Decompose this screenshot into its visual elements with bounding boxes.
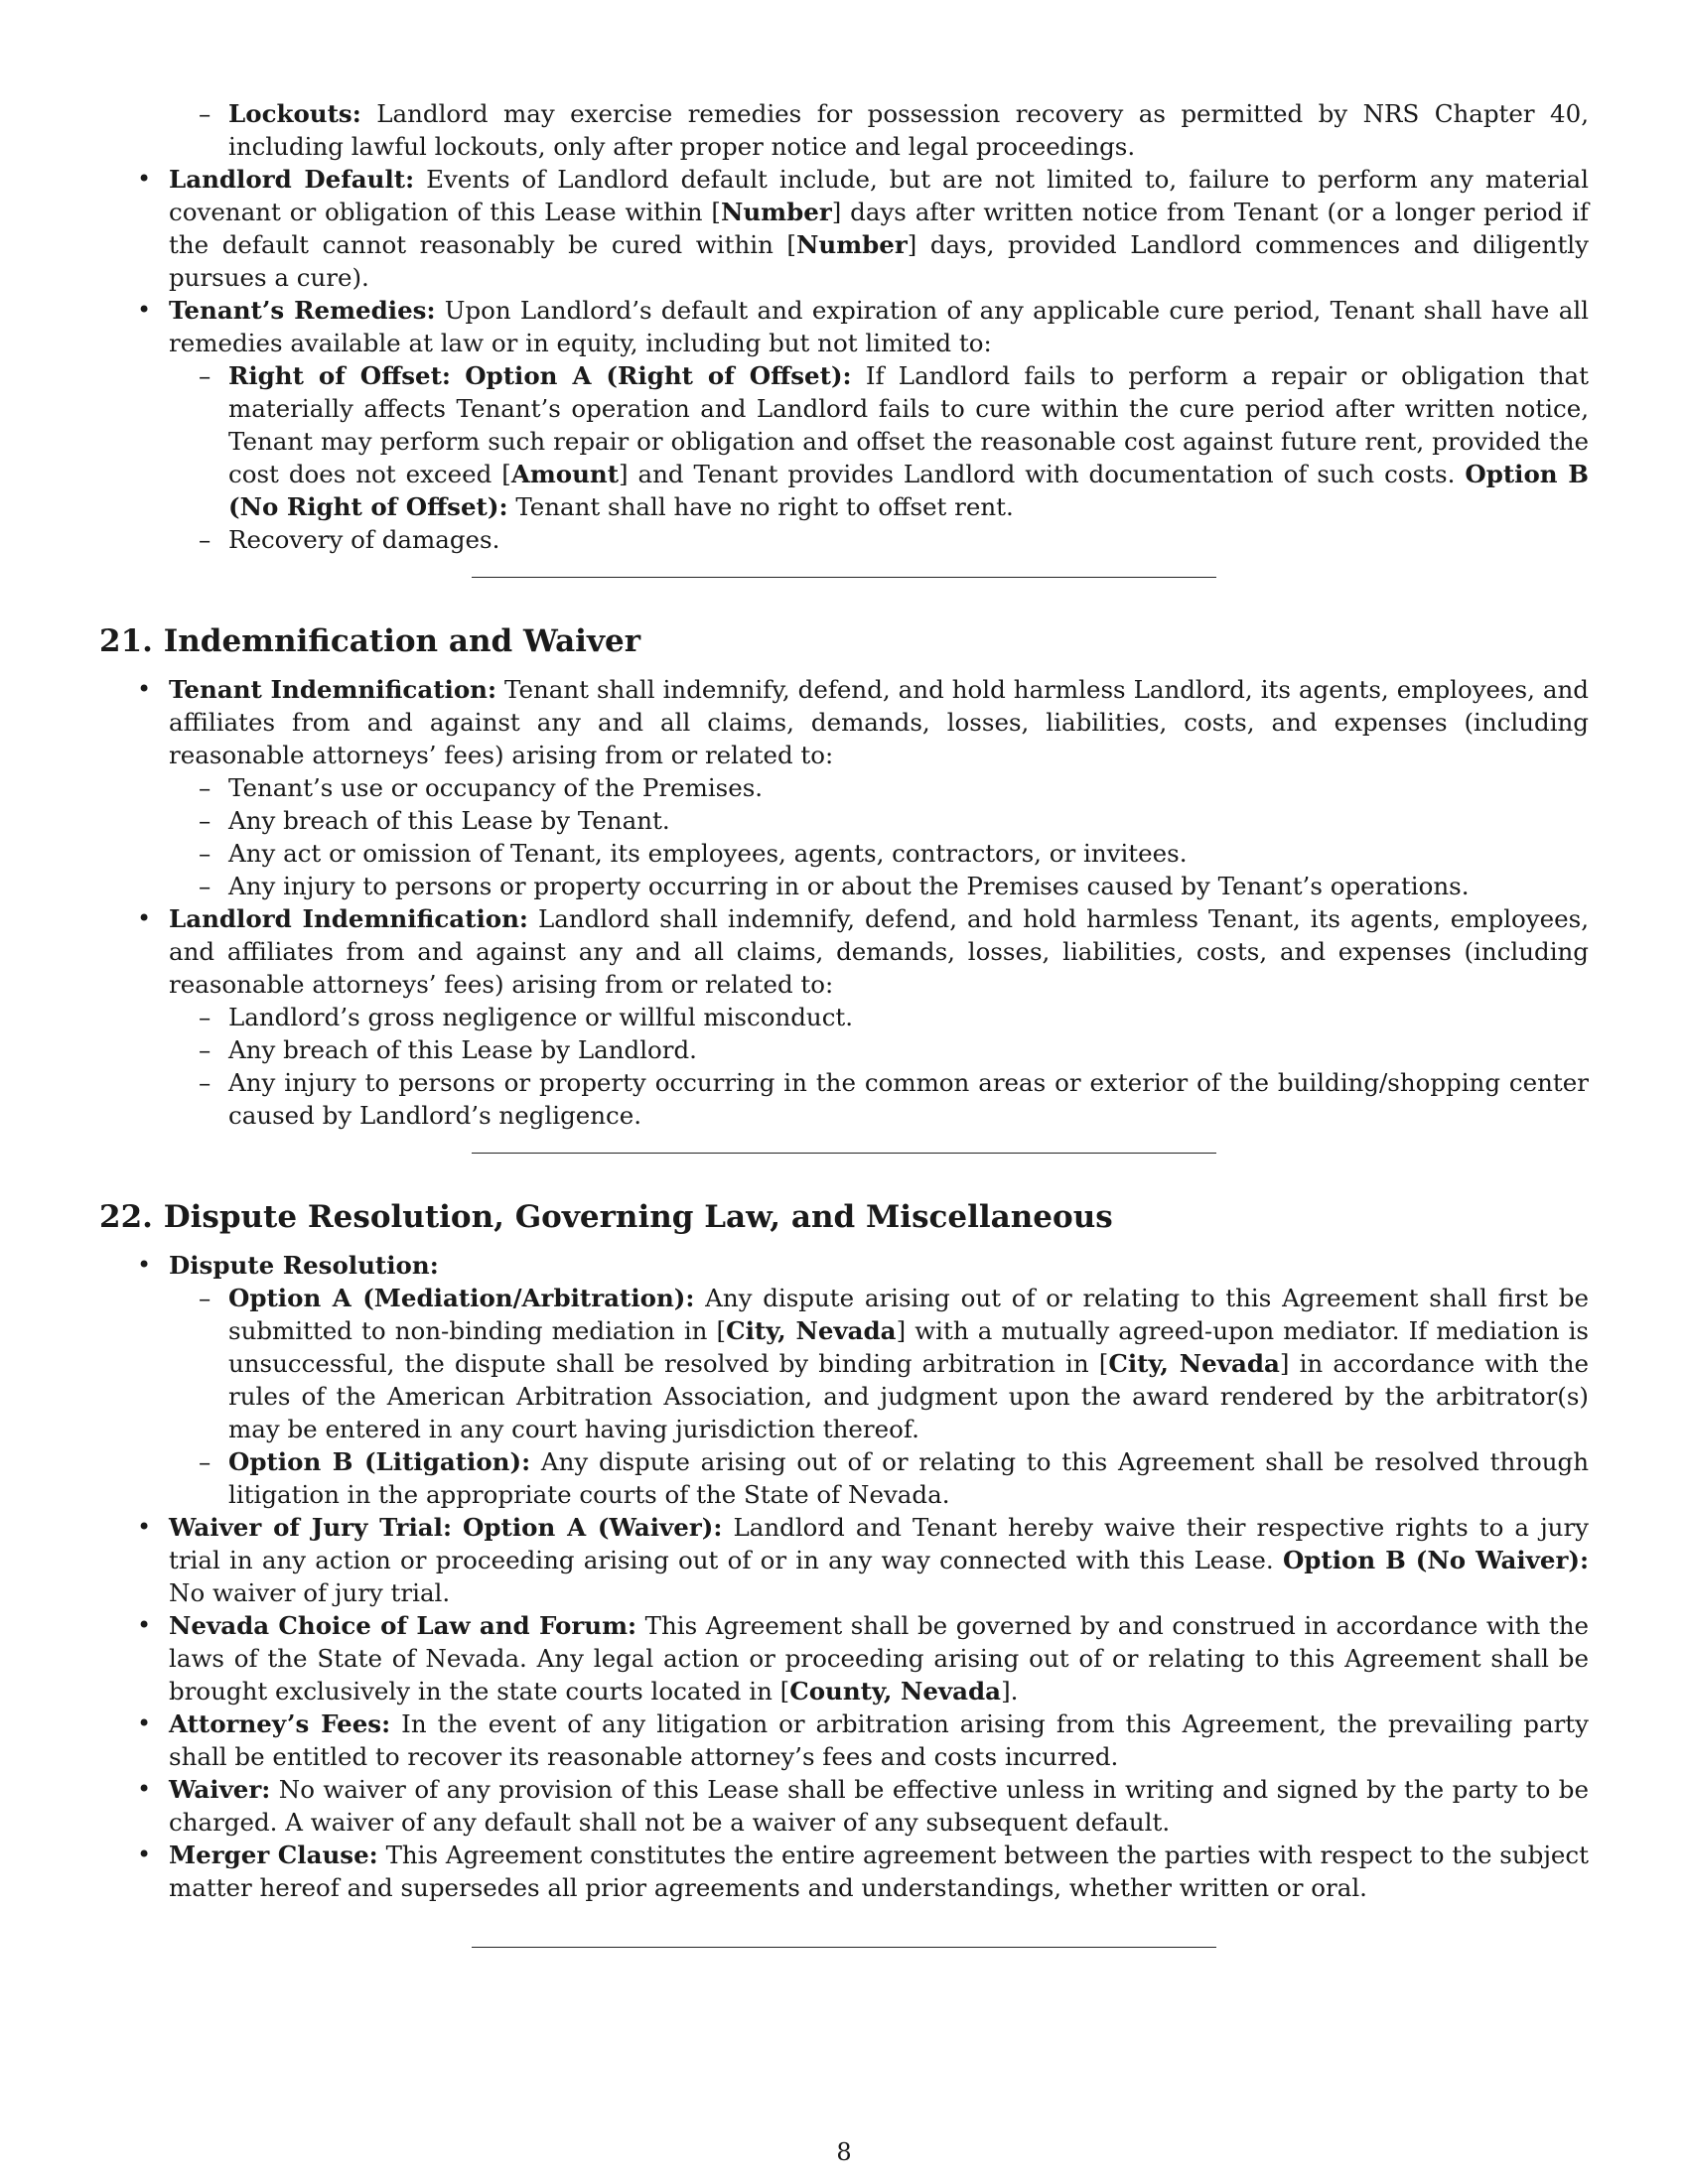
tenant-remedies-label: Tenant’s Remedies: xyxy=(169,296,436,325)
dispute-option-a-text-2: ] with a mutually agreed-upon mediator. If mediation is unsuccessful, the dispute shall be resolved by binding arbitration in [ xyxy=(228,1316,1589,1378)
offset-option-b-label: Option B (No Right of Offset): xyxy=(228,460,1589,521)
choice-of-law-text-2: ]. xyxy=(1001,1677,1019,1706)
merger-clause-item xyxy=(99,1839,1589,1904)
choice-of-law-label: Nevada Choice of Law and Forum: xyxy=(169,1611,637,1640)
lockouts-label: Lockouts: xyxy=(228,99,361,128)
tenant-indemnification-label: Tenant Indemnification: xyxy=(169,675,497,704)
jury-text-1: Landlord and Tenant hereby waive their respective rights to a jury trial in any action or proceeding arising out of or in any way connected with this Lease. xyxy=(169,1513,1589,1574)
section-divider xyxy=(472,577,1216,578)
section-divider xyxy=(472,1947,1216,1948)
dispute-option-b-text: Any dispute arising out of or relating to this Agreement shall be resolved through litigation in the appropriate courts of the State of Nevada. xyxy=(228,1447,1589,1509)
offset-text-3: Tenant shall have no right to offset rent. xyxy=(515,492,1014,521)
dispute-option-a-text-1: Any dispute arising out of or relating to this Agreement shall first be submitted to non-binding mediation in [ xyxy=(228,1284,1589,1345)
jury-option-a-label: Option A (Waiver): xyxy=(463,1513,723,1542)
placeholder-city-1: City, Nevada xyxy=(726,1316,897,1345)
jury-waiver-item xyxy=(99,1511,1589,1609)
section-divider xyxy=(472,1153,1216,1154)
list-item: – Tenant’s use or occupancy of the Premises. xyxy=(99,771,1589,804)
jury-option-b-label: Option B (No Waiver): xyxy=(1282,1546,1590,1574)
landlord-default-item xyxy=(99,163,1589,294)
choice-of-law-text-1: This Agreement shall be governed by and construed in accordance with the laws of the State of Nevada. Any legal action or proceeding arising out of or relating to this Agreement shall be brought exclusively in the state courts located in [ xyxy=(169,1611,1590,1706)
section-21-title: 21. Indemnification and Waiver xyxy=(99,623,641,659)
landlord-indemnification-text: Landlord shall indemnify, defend, and hold harmless Tenant, its agents, employees, and affiliates from and against any and all claims, demands, losses, liabilities, costs, and expenses (including reasonable attorneys’ fees) arising from or related to: xyxy=(169,904,1589,999)
landlord-default-text-2: ] days after written notice from Tenant (or a longer period if the default cannot reasonably be cured within [ xyxy=(169,198,1589,259)
landlord-default-label: Landlord Default: xyxy=(169,165,415,194)
page-number: 8 xyxy=(836,2138,852,2166)
attorneys-fees-text: In the event of any litigation or arbitration arising from this Agreement, the prevailing party shall be entitled to recover its reasonable attorney’s fees and costs incurred. xyxy=(169,1709,1589,1771)
tenant-remedies-item xyxy=(99,294,1589,359)
placeholder-city-2: City, Nevada xyxy=(1108,1349,1280,1378)
section-22-title: 22. Dispute Resolution, Governing Law, and Miscellaneous xyxy=(99,1199,1113,1235)
offset-option-a-label: Option A (Right of Offset): xyxy=(465,361,852,390)
landlord-indemnification-label: Landlord Indemnification: xyxy=(169,904,528,933)
tenant-indemnification-item xyxy=(99,673,1589,771)
placeholder-amount: Amount xyxy=(510,460,620,488)
landlord-default-text-3: ] days, provided Landlord commences and diligently pursues a cure). xyxy=(169,230,1589,292)
list-item: – Landlord’s gross negligence or willful misconduct. xyxy=(99,1001,1589,1033)
recovery-of-damages-item: – Recovery of damages. xyxy=(99,523,1589,556)
attorneys-fees-item xyxy=(99,1707,1589,1773)
placeholder-number-1: Number xyxy=(720,198,832,226)
list-item: – Any injury to persons or property occurring in the common areas or exterior of the building/shopping center caused by Landlord’s negligence. xyxy=(99,1066,1589,1132)
landlord-indemnification-item xyxy=(99,902,1589,1001)
list-item: – Any act or omission of Tenant, its employees, agents, contractors, or invitees. xyxy=(99,837,1589,870)
attorneys-fees-label: Attorney’s Fees: xyxy=(169,1709,391,1738)
choice-of-law-item xyxy=(99,1609,1589,1707)
document-page xyxy=(99,97,1589,1948)
placeholder-county: County, Nevada xyxy=(789,1677,1002,1706)
tenant-remedies-text: Upon Landlord’s default and expiration of any applicable cure period, Tenant shall have all remedies available at law or in equity, including but not limited to: xyxy=(169,296,1589,357)
lockouts-text: Landlord may exercise remedies for possession recovery as permitted by NRS Chapter 40, including lawful lockouts, only after proper notice and legal proceedings. xyxy=(228,99,1589,161)
offset-text-1: If Landlord fails to perform a repair or obligation that materially affects Tenant’s operation and Landlord fails to cure within the cure period after written notice, Tenant may perform such repair or obligation and offset the reasonable cost against future rent, provided the cost does not exceed [ xyxy=(228,361,1589,488)
tenant-indemnification-text: Tenant shall indemnify, defend, and hold harmless Landlord, its agents, employees, and affiliates from and against any and all claims, demands, losses, liabilities, costs, and expenses (including reasonable attorneys’ fees) arising from or related to: xyxy=(169,675,1589,769)
list-item: – Any breach of this Lease by Tenant. xyxy=(99,804,1589,837)
list-item: – Any injury to persons or property occurring in or about the Premises caused by Tenant’s operations. xyxy=(99,870,1589,902)
jury-text-2: No waiver of jury trial. xyxy=(169,1578,451,1607)
waiver-label: Waiver: xyxy=(169,1775,271,1804)
right-of-offset-item xyxy=(99,359,1589,523)
dispute-option-a-text-3: ] in accordance with the rules of the American Arbitration Association, and judgment upon the award rendered by the arbitrator(s) may be entered in any court having jurisdiction thereof. xyxy=(228,1349,1589,1443)
offset-text-2: ] and Tenant provides Landlord with documentation of such costs. xyxy=(619,460,1456,488)
landlord-default-text-1: Events of Landlord default include, but are not limited to, failure to perform any material covenant or obligation of this Lease within [ xyxy=(169,165,1589,226)
placeholder-number-2: Number xyxy=(795,230,908,259)
dispute-resolution-item xyxy=(99,1249,1589,1282)
waiver-text: No waiver of any provision of this Lease shall be effective unless in writing and signed by the party to be charged. A waiver of any default shall not be a waiver of any subsequent default. xyxy=(169,1775,1589,1837)
dispute-option-a-item xyxy=(99,1282,1589,1445)
merger-clause-label: Merger Clause: xyxy=(169,1841,378,1869)
dispute-option-a-label: Option A (Mediation/Arbitration): xyxy=(228,1284,695,1312)
dispute-option-b-item xyxy=(99,1445,1589,1511)
lockouts-item xyxy=(99,97,1589,163)
right-of-offset-label: Right of Offset: xyxy=(228,361,451,390)
jury-waiver-label: Waiver of Jury Trial: xyxy=(169,1513,452,1542)
list-item: – Any breach of this Lease by Landlord. xyxy=(99,1033,1589,1066)
merger-clause-text: This Agreement constitutes the entire agreement between the parties with respect to the subject matter hereof and supersedes all prior agreements and understandings, whether written or oral. xyxy=(169,1841,1589,1902)
waiver-item xyxy=(99,1773,1589,1839)
dispute-resolution-label: Dispute Resolution: xyxy=(169,1251,439,1280)
dispute-option-b-label: Option B (Litigation): xyxy=(228,1447,531,1476)
